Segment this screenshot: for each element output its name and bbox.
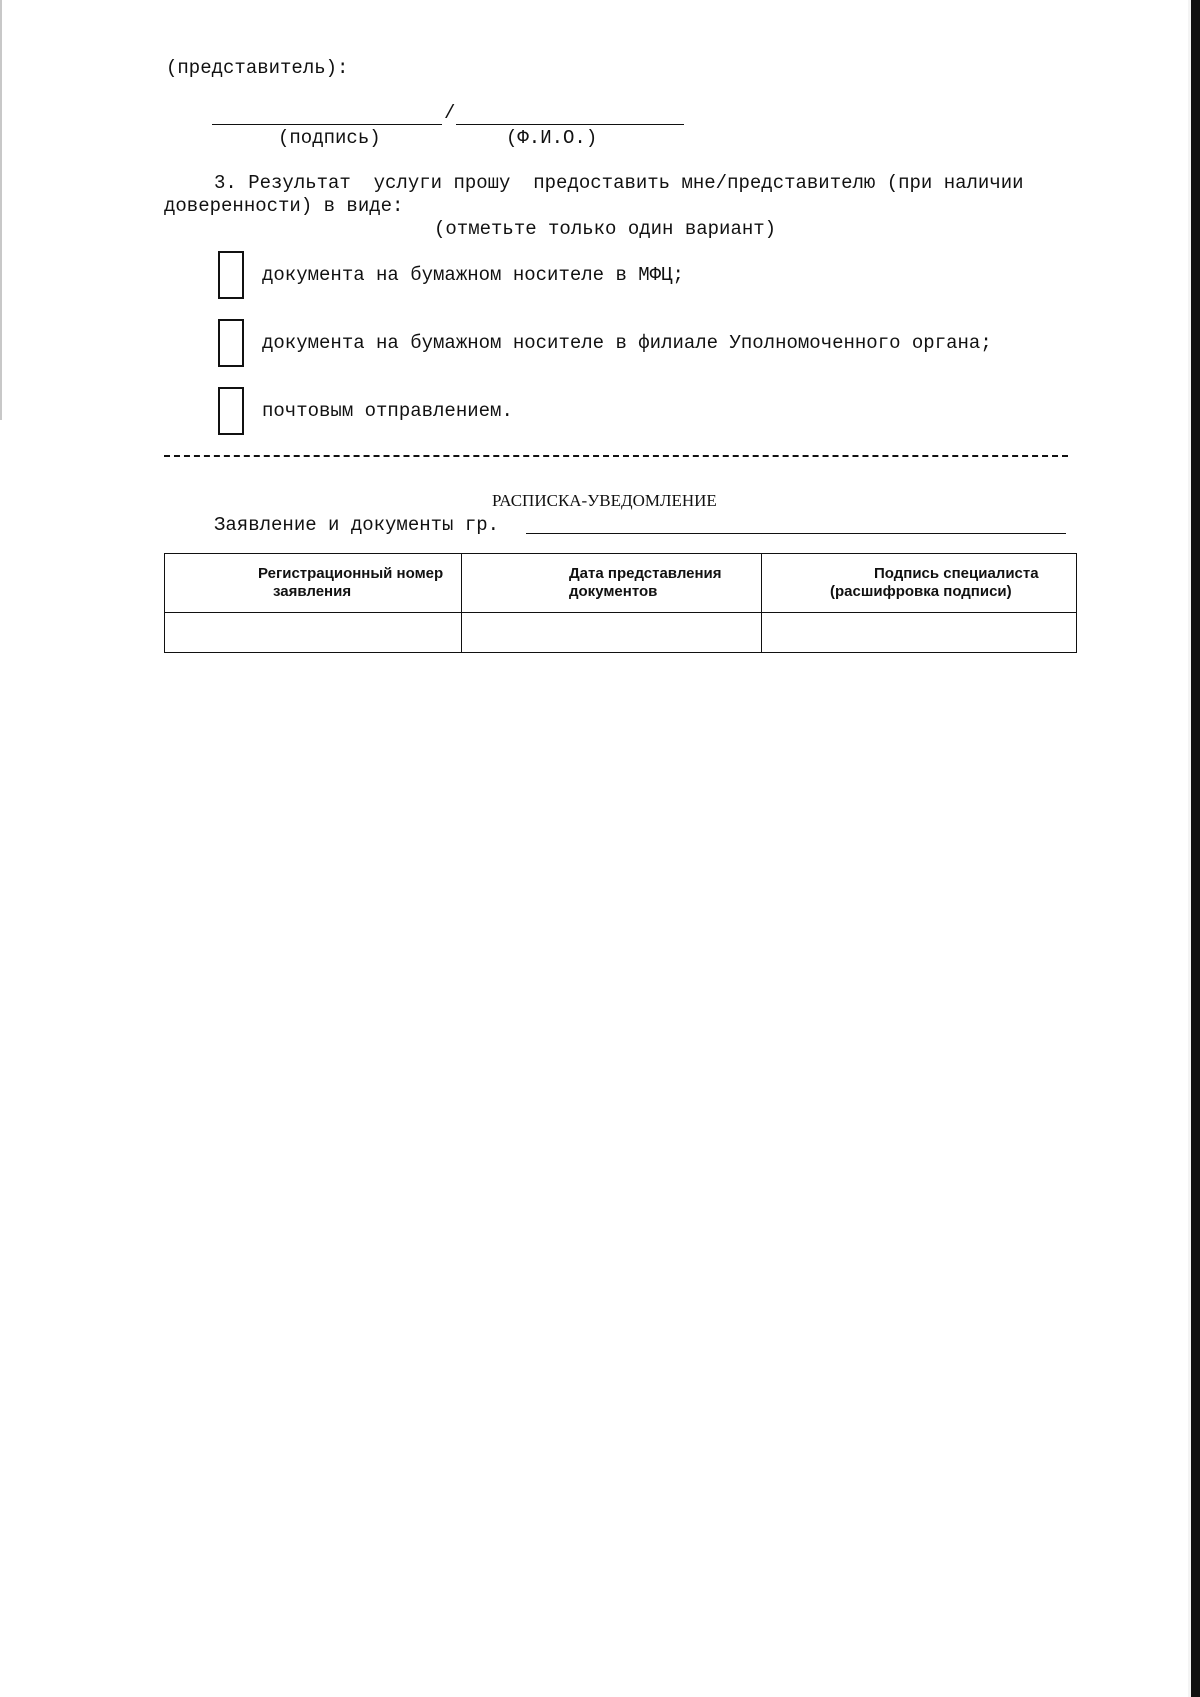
- signature-line: [212, 124, 442, 125]
- option-branch-label: документа на бумажном носителе в филиале Уполномоченного органа;: [262, 332, 992, 354]
- cut-line-divider: [164, 455, 1068, 457]
- receipt-table: [164, 553, 1077, 653]
- option-mfc-label: документа на бумажном носителе в МФЦ;: [262, 264, 684, 286]
- signature-separator: /: [444, 102, 456, 124]
- scan-right-edge: [1191, 0, 1200, 1697]
- header-submission-date-line1: Дата представления: [569, 565, 722, 582]
- header-specialist-signature-line1: Подпись специалиста: [874, 565, 1039, 582]
- header-registration-number-line2: заявления: [273, 583, 352, 600]
- header-submission-date-line2: документов: [569, 583, 658, 600]
- name-line: [456, 124, 684, 125]
- option-mail-checkbox[interactable]: [218, 387, 244, 435]
- receipt-name-line: [526, 533, 1066, 534]
- name-caption: (Ф.И.О.): [506, 127, 598, 149]
- header-specialist-signature-line2: (расшифровка подписи): [830, 583, 1012, 600]
- table-row: [165, 613, 1077, 653]
- specialist-signature-cell[interactable]: [762, 613, 1077, 653]
- representative-label: (представитель):: [166, 57, 349, 79]
- header-registration-number-line1: Регистрационный номер: [258, 565, 444, 582]
- item3-line1: 3. Результат услуги прошу предоставить мне/представителю (при наличии: [214, 172, 1024, 194]
- option-mfc-checkbox[interactable]: [218, 251, 244, 299]
- header-specialist-signature: [762, 554, 1077, 613]
- header-submission-date: [462, 554, 762, 613]
- header-registration-number: [165, 554, 462, 613]
- receipt-table-header-row: [165, 554, 1077, 613]
- option-mail-label: почтовым отправлением.: [262, 400, 513, 422]
- item3-instruction: (отметьте только один вариант): [434, 218, 777, 240]
- option-branch-checkbox[interactable]: [218, 319, 244, 367]
- receipt-intro: Заявление и документы гр.: [214, 514, 500, 536]
- submission-date-cell[interactable]: [462, 613, 762, 653]
- registration-number-cell[interactable]: [165, 613, 462, 653]
- scan-left-edge: [0, 0, 2, 420]
- signature-caption: (подпись): [278, 127, 381, 149]
- item3-line2: доверенности) в виде:: [164, 195, 404, 217]
- receipt-title: РАСПИСКА-УВЕДОМЛЕНИЕ: [492, 491, 717, 510]
